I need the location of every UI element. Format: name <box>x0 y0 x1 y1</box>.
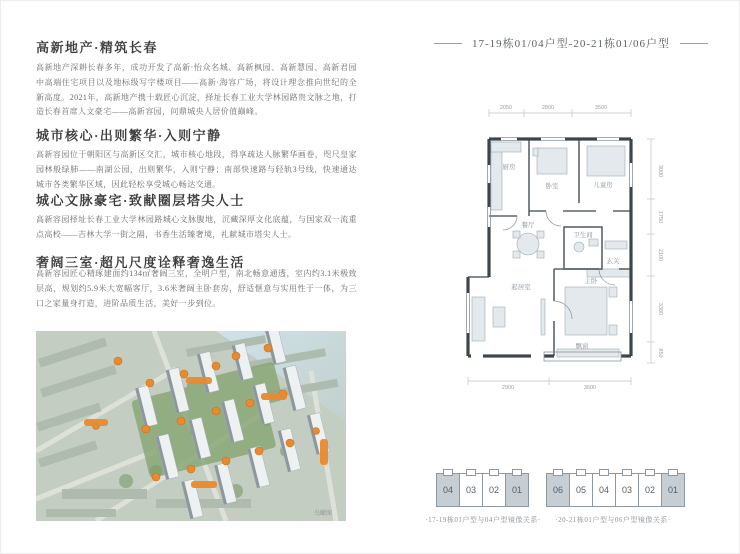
dim-right-5: 850 <box>657 348 663 358</box>
unit-number: 04 <box>598 485 609 495</box>
section-heading-4: 奢阔三室·超凡尺度诠释奢逸生活 <box>36 255 245 270</box>
unit-tab <box>443 469 453 476</box>
unit-strip-20-21 <box>547 473 685 507</box>
title-dash-left <box>434 43 462 44</box>
dim-bottom-1: 2900 <box>501 385 515 391</box>
room-label-foyer: 玄关 <box>606 258 620 265</box>
floorplan-drawing <box>431 86 721 401</box>
unit-cell <box>592 473 616 507</box>
unit-number: 01 <box>511 485 522 495</box>
aerial-caption: 鸟瞰图 <box>313 511 332 517</box>
section-body-3: 高新容园择址长春工业大学林园路城心文脉腹地，沉藏深厚文化底蕴，与国家双一流重点高校——吉林大学一街之隔，书香生活臻奢境，礼献城市塔尖人士。 <box>36 215 357 239</box>
room-label-living: 起居室 <box>511 284 531 291</box>
dim-top-3: 3500 <box>594 105 608 111</box>
unit-cell <box>505 473 529 507</box>
section-body-2: 高新容园位于朝阳区与高新区交汇，城市核心地段，得享疏达人脉繁华画卷，咫尺皇家园林般绿肺——南湖公园，出则繁华，入则宁静；南部快速路与轻轨3号线，快速通达城市各类繁华区域，因此轻松享受城心畅达交通。 <box>36 150 357 189</box>
unit-tab <box>599 469 609 476</box>
dim-right-1: 3000 <box>657 164 663 178</box>
unit-number: 04 <box>442 485 453 495</box>
unit-tab <box>466 469 476 476</box>
unit-tab <box>512 469 522 476</box>
room-label-bay: 飘窗 <box>575 343 589 350</box>
unit-cell <box>661 473 685 507</box>
unit-tab <box>668 469 678 476</box>
dim-top-2: 2800 <box>541 105 555 111</box>
unit-number: 06 <box>552 485 563 495</box>
strip-caption-20-21: ·20-21栋01户型与06户型镜像关系· <box>555 516 671 524</box>
floorplan-title <box>421 35 721 51</box>
section-heading-1: 高新地产·精筑长春 <box>36 40 158 55</box>
unit-tab <box>553 469 563 476</box>
room-label-bedroom: 卧室 <box>545 183 559 190</box>
dim-bottom-2: 3600 <box>583 385 597 391</box>
room-label-kids: 儿童房 <box>593 182 613 189</box>
unit-strip-17-19 <box>437 473 529 507</box>
unit-tab <box>576 469 586 476</box>
unit-cell <box>615 473 639 507</box>
strip-caption-17-19: ·17-19栋01户型与04户型镜像关系· <box>425 516 541 524</box>
unit-cell <box>638 473 662 507</box>
unit-number: 03 <box>621 485 632 495</box>
room-label-dining: 餐厅 <box>521 222 535 229</box>
unit-tab <box>645 469 655 476</box>
floorplan-title-text: 17-19栋01/04户型-20-21栋01/06户型 <box>471 38 671 50</box>
unit-number: 05 <box>575 485 586 495</box>
dim-right-2: 1750 <box>657 210 663 224</box>
unit-cell <box>569 473 593 507</box>
title-dash-right <box>680 43 708 44</box>
unit-cell <box>546 473 570 507</box>
unit-number: 03 <box>465 485 476 495</box>
section-heading-2: 城市核心·出则繁华·入则宁静 <box>36 128 222 143</box>
room-label-kitchen: 厨房 <box>502 164 516 171</box>
dim-right-3: 2100 <box>657 248 663 262</box>
section-body-1: 高新地产深耕长春多年，成功开发了高新·怡众名城、高新枫园、高新慧园、高新君园中高端住宅项目以及地标级写字楼项目——高新·海容广场，将设计理念推向世纪的全新高度。2021年，高新地产携十载匠心沉淀，择址长春工业大学林园路贵文脉之地，打造长春首席人文豪宅——高新容园，问鼎城央人居价值巅峰。 <box>36 63 357 117</box>
unit-cell <box>482 473 506 507</box>
section-heading-3: 城心文脉豪宅·致献圈层塔尖人士 <box>36 193 245 208</box>
dim-top-1: 2050 <box>499 105 513 111</box>
unit-number: 02 <box>488 485 499 495</box>
room-label-master: 主卧 <box>584 278 598 285</box>
aerial-rendering-image <box>36 331 346 521</box>
unit-number: 01 <box>667 485 678 495</box>
unit-number: 02 <box>644 485 655 495</box>
unit-tab <box>622 469 632 476</box>
unit-cell <box>436 473 460 507</box>
dim-right-4: 3300 <box>657 302 663 316</box>
section-body-4: 高新容园匠心精琢建面约134㎡奢阔三室，全明户型，南北畅意通透，室内约3.1米极致层高，规划约5.9米大宽幅客厅，3.6米奢阔主卧套房，舒适惬意与实用性于一体，为三口之家量身打造，进阶品质生活，美好一步到位。 <box>36 269 357 308</box>
room-label-bath: 卫生间 <box>573 232 593 239</box>
unit-tab <box>489 469 499 476</box>
aerial-illustration <box>36 331 346 521</box>
unit-cell <box>459 473 483 507</box>
